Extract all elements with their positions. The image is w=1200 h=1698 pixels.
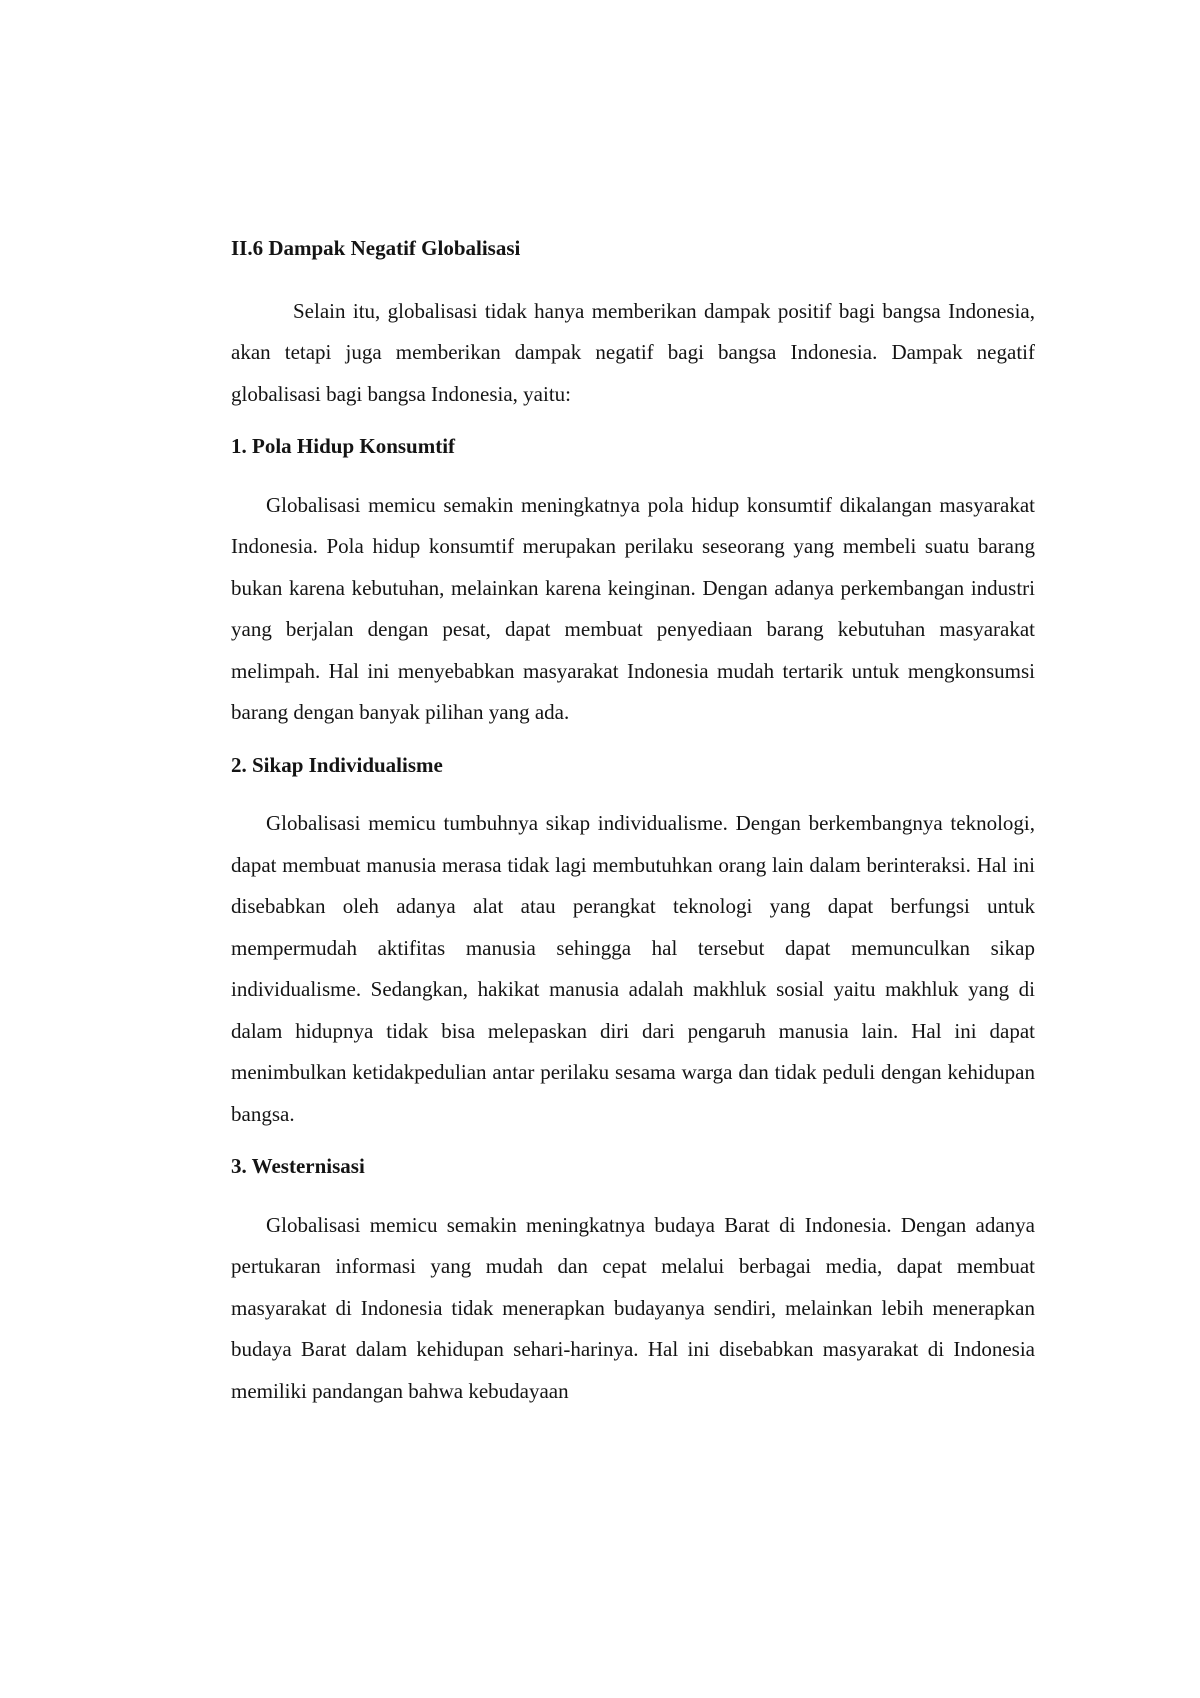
section-paragraph: Globalisasi memicu semakin meningkatnya pola hidup konsumtif dikalangan masyarakat Indonesia. Pola hidup konsumtif merupakan perilaku seseorang yang membeli suatu barang bukan karena kebutuhan, melainkan karena keinginan. Dengan adanya perkembangan industri yang berjalan dengan pesat, dapat membuat penyediaan barang kebutuhan masyarakat melimpah. Hal ini menyebabkan masyarakat Indonesia mudah tertarik untuk mengkonsumsi barang dengan banyak pilihan yang ada. — [231, 492, 1035, 724]
section-paragraph: Globalisasi memicu tumbuhnya sikap individualisme. Dengan berkembangnya teknologi, dapat membuat manusia merasa tidak lagi membutuhkan orang lain dalam berinteraksi. Hal ini disebabkan oleh adanya alat atau perangkat teknologi yang dapat berfungsi untuk mempermudah aktifitas manusia sehingga hal tersebut dapat memunculkan sikap individualisme. Sedangkan, hakikat manusia adalah makhluk sosial yaitu makhluk yang di dalam hidupnya tidak bisa melepaskan diri dari pengaruh manusia lain. Hal ini dapat menimbulkan ketidakpedulian antar perilaku sesama warga dan tidak peduli dengan kehidupan bangsa. — [231, 811, 1035, 1126]
section-heading: 1. Pola Hidup Konsumtif — [231, 434, 456, 458]
document-title: II.6 Dampak Negatif Globalisasi — [231, 236, 521, 260]
section-heading: 2. Sikap Individualisme — [231, 752, 443, 777]
section-sikap-individualisme — [231, 750, 1035, 1136]
section-pola-hidup-konsumtif — [231, 431, 1035, 734]
section-paragraph: Globalisasi memicu semakin meningkatnya budaya Barat di Indonesia. Dengan adanya pertukaran informasi yang mudah dan cepat melalui berbagai media, dapat membuat masyarakat di Indonesia tidak menerapkan budayanya sendiri, melainkan lebih menerapkan budaya Barat dalam kehidupan sehari-harinya. Hal ini disebabkan masyarakat di Indonesia memiliki pandangan bahwa kebudayaan — [231, 1212, 1035, 1403]
section-westernisasi — [231, 1151, 1035, 1412]
document-content — [231, 233, 1035, 1412]
intro-paragraph: Selain itu, globalisasi tidak hanya memberikan dampak positif bagi bangsa Indonesia, akan tetapi juga memberikan dampak negatif bagi bangsa Indonesia. Dampak negatif globalisasi bagi bangsa Indonesia, yaitu: — [231, 298, 1035, 406]
section-heading: 3. Westernisasi — [231, 1154, 365, 1178]
